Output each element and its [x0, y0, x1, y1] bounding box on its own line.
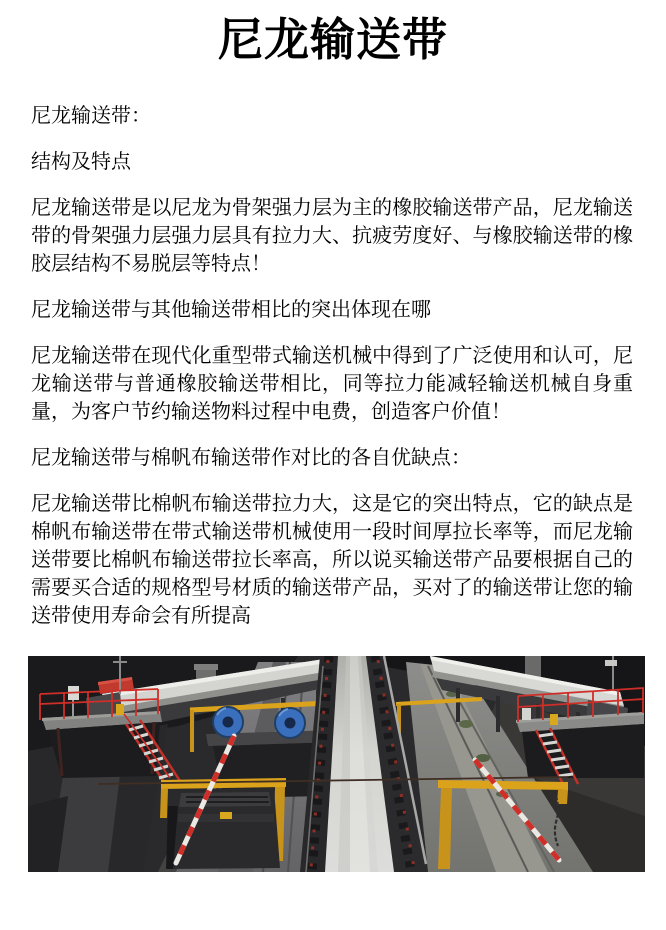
conveyor-site-photo	[28, 656, 645, 872]
blue-pulley-left	[213, 707, 243, 737]
paragraph-canvas-heading: 尼龙输送带与棉帆布输送带作对比的各自优缺点：	[31, 447, 471, 469]
paragraph-comparison-heading: 尼龙输送带与其他输送带相比的突出体现在哪	[31, 299, 431, 321]
page-title: 尼龙输送带	[217, 14, 448, 65]
paragraph-intro-label: 尼龙输送带：	[31, 105, 151, 127]
conveyor-photo-illustration	[28, 656, 645, 872]
paragraph-structure-heading: 结构及特点	[31, 151, 131, 173]
paragraph-structure-body: 尼龙输送带是以尼龙为骨架强力层为主的橡胶输送带产品，尼龙输送带的骨架强力层强力层具有拉力大、抗疲劳度好、与橡胶输送带的橡胶层结构不易脱层等特点！	[31, 197, 633, 275]
paragraph-canvas-body: 尼龙输送带比棉帆布输送带拉力大，这是它的突出特点，它的缺点是棉帆布输送带在带式输送带机械使用一段时间厚拉长率等，而尼龙输送带要比棉帆布输送带拉长率高，所以说买输送带产品要根据自己的需要买合适的规格型号材质的输送带产品，买对了的输送带让您的输送带使用寿命会有所提高	[31, 493, 633, 627]
paragraph-comparison-body: 尼龙输送带在现代化重型带式输送机械中得到了广泛使用和认可，尼龙输送带与普通橡胶输送带相比，同等拉力能减轻输送机械自身重量，为客户节约输送物料过程中电费，创造客户价值！	[31, 345, 633, 423]
article-body	[31, 102, 633, 630]
blue-pulley-right	[275, 708, 305, 738]
